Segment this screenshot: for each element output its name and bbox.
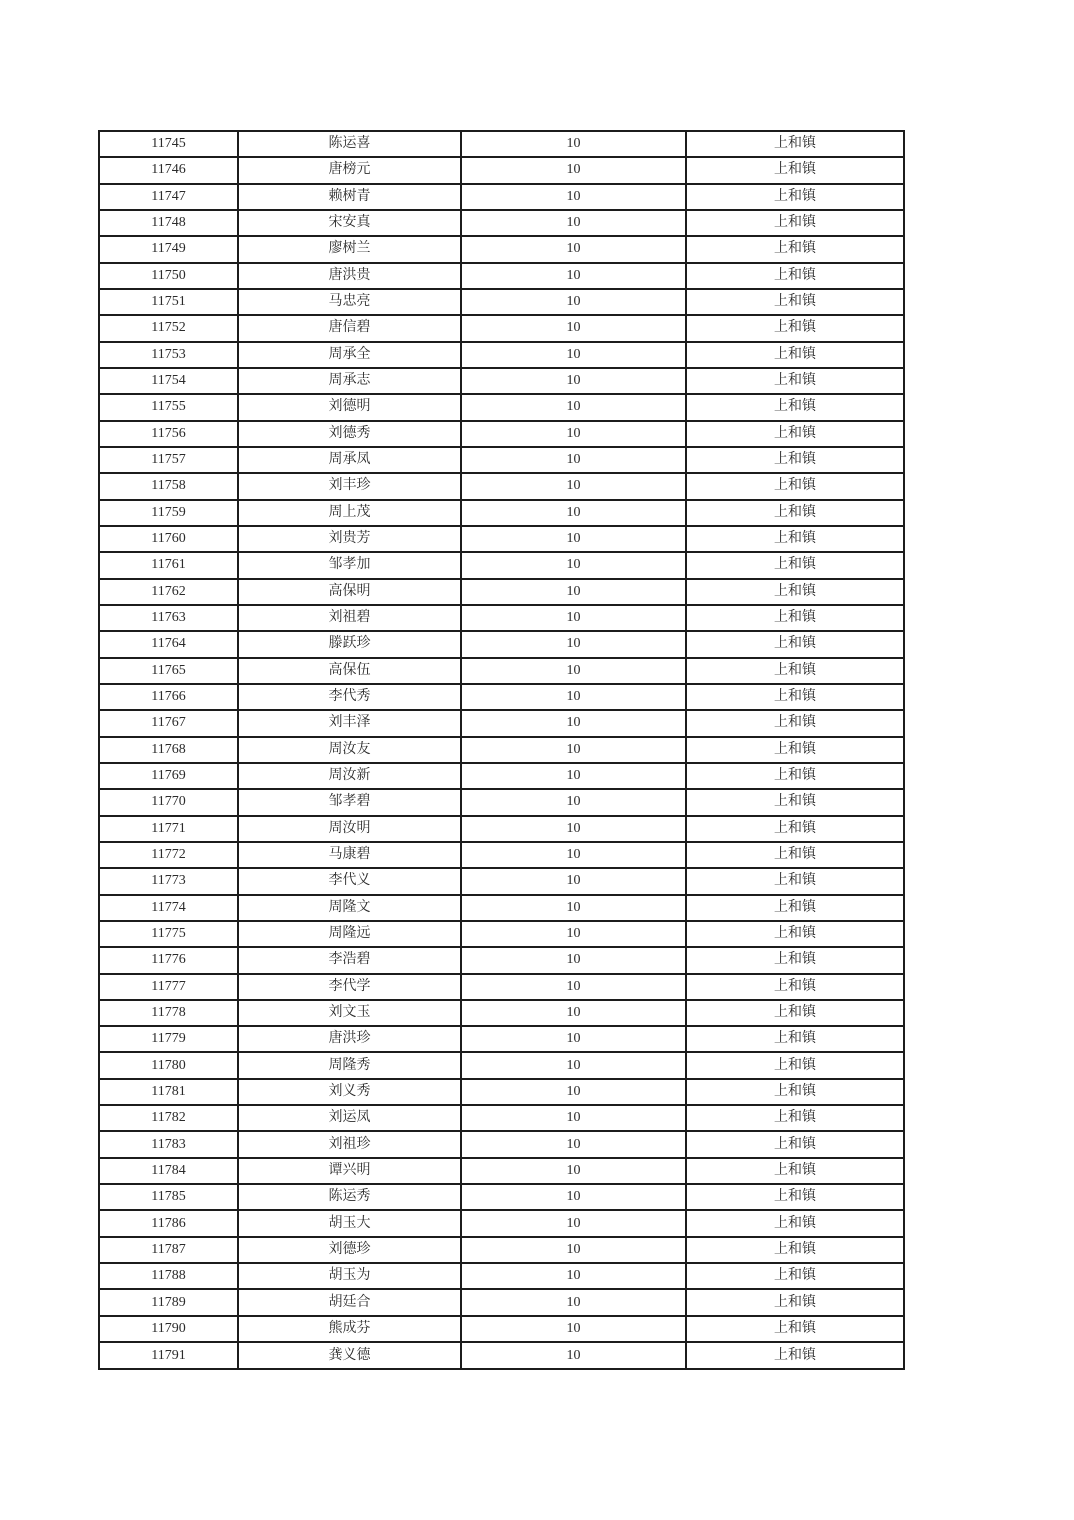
id-cell: 11758 [99, 473, 238, 499]
town-cell: 上和镇 [686, 1316, 904, 1342]
table-row [99, 868, 904, 894]
amount-cell: 10 [461, 315, 686, 341]
amount-cell: 10 [461, 1131, 686, 1157]
name-cell: 刘贵芳 [238, 526, 461, 552]
amount-cell: 10 [461, 789, 686, 815]
amount-cell: 10 [461, 210, 686, 236]
table-row [99, 1184, 904, 1210]
table-row [99, 1263, 904, 1289]
name-cell: 陈运秀 [238, 1184, 461, 1210]
name-cell: 刘丰泽 [238, 710, 461, 736]
amount-cell: 10 [461, 368, 686, 394]
town-cell: 上和镇 [686, 500, 904, 526]
amount-cell: 10 [461, 131, 686, 157]
id-cell: 11760 [99, 526, 238, 552]
amount-cell: 10 [461, 921, 686, 947]
town-cell: 上和镇 [686, 1263, 904, 1289]
amount-cell: 10 [461, 658, 686, 684]
town-cell: 上和镇 [686, 289, 904, 315]
name-cell: 刘运凤 [238, 1105, 461, 1131]
table-row [99, 921, 904, 947]
table-row [99, 763, 904, 789]
town-cell: 上和镇 [686, 816, 904, 842]
id-cell: 11765 [99, 658, 238, 684]
table-row [99, 1289, 904, 1315]
name-cell: 李代秀 [238, 684, 461, 710]
name-cell: 周汝友 [238, 737, 461, 763]
name-cell: 邹孝碧 [238, 789, 461, 815]
name-cell: 宋安真 [238, 210, 461, 236]
amount-cell: 10 [461, 1289, 686, 1315]
table-row [99, 1000, 904, 1026]
id-cell: 11756 [99, 421, 238, 447]
name-cell: 唐榜元 [238, 157, 461, 183]
amount-cell: 10 [461, 1079, 686, 1105]
amount-cell: 10 [461, 895, 686, 921]
town-cell: 上和镇 [686, 1105, 904, 1131]
town-cell: 上和镇 [686, 1158, 904, 1184]
name-cell: 刘德珍 [238, 1237, 461, 1263]
name-cell: 周承志 [238, 368, 461, 394]
amount-cell: 10 [461, 579, 686, 605]
name-cell: 周隆秀 [238, 1052, 461, 1078]
amount-cell: 10 [461, 236, 686, 262]
id-cell: 11754 [99, 368, 238, 394]
table-row [99, 1316, 904, 1342]
name-cell: 周上茂 [238, 500, 461, 526]
name-cell: 周承凤 [238, 447, 461, 473]
town-cell: 上和镇 [686, 895, 904, 921]
id-cell: 11763 [99, 605, 238, 631]
amount-cell: 10 [461, 184, 686, 210]
id-cell: 11775 [99, 921, 238, 947]
amount-cell: 10 [461, 947, 686, 973]
id-cell: 11788 [99, 1263, 238, 1289]
table-row [99, 184, 904, 210]
id-cell: 11777 [99, 974, 238, 1000]
town-cell: 上和镇 [686, 473, 904, 499]
town-cell: 上和镇 [686, 789, 904, 815]
amount-cell: 10 [461, 737, 686, 763]
amount-cell: 10 [461, 842, 686, 868]
id-cell: 11766 [99, 684, 238, 710]
id-cell: 11764 [99, 631, 238, 657]
table-row [99, 1052, 904, 1078]
amount-cell: 10 [461, 605, 686, 631]
name-cell: 周汝明 [238, 816, 461, 842]
town-cell: 上和镇 [686, 1000, 904, 1026]
town-cell: 上和镇 [686, 263, 904, 289]
table-row [99, 131, 904, 157]
amount-cell: 10 [461, 1342, 686, 1369]
id-cell: 11772 [99, 842, 238, 868]
id-cell: 11768 [99, 737, 238, 763]
name-cell: 胡廷合 [238, 1289, 461, 1315]
town-cell: 上和镇 [686, 1237, 904, 1263]
name-cell: 龚义德 [238, 1342, 461, 1369]
town-cell: 上和镇 [686, 579, 904, 605]
amount-cell: 10 [461, 263, 686, 289]
name-cell: 唐洪贵 [238, 263, 461, 289]
table-row [99, 394, 904, 420]
name-cell: 刘祖珍 [238, 1131, 461, 1157]
amount-cell: 10 [461, 710, 686, 736]
town-cell: 上和镇 [686, 1079, 904, 1105]
name-cell: 李浩碧 [238, 947, 461, 973]
amount-cell: 10 [461, 631, 686, 657]
table-row [99, 684, 904, 710]
name-cell: 周隆文 [238, 895, 461, 921]
town-cell: 上和镇 [686, 921, 904, 947]
name-cell: 唐信碧 [238, 315, 461, 341]
amount-cell: 10 [461, 1263, 686, 1289]
amount-cell: 10 [461, 1105, 686, 1131]
table-row [99, 1210, 904, 1236]
table-row [99, 263, 904, 289]
name-cell: 刘德秀 [238, 421, 461, 447]
table-row [99, 500, 904, 526]
table-row [99, 289, 904, 315]
name-cell: 胡玉大 [238, 1210, 461, 1236]
id-cell: 11778 [99, 1000, 238, 1026]
town-cell: 上和镇 [686, 763, 904, 789]
name-cell: 滕跃珍 [238, 631, 461, 657]
id-cell: 11776 [99, 947, 238, 973]
town-cell: 上和镇 [686, 1026, 904, 1052]
table-row [99, 315, 904, 341]
amount-cell: 10 [461, 421, 686, 447]
table-row [99, 816, 904, 842]
town-cell: 上和镇 [686, 315, 904, 341]
amount-cell: 10 [461, 1237, 686, 1263]
id-cell: 11770 [99, 789, 238, 815]
name-cell: 胡玉为 [238, 1263, 461, 1289]
table-row [99, 947, 904, 973]
table-row [99, 605, 904, 631]
table-row [99, 236, 904, 262]
town-cell: 上和镇 [686, 605, 904, 631]
id-cell: 11786 [99, 1210, 238, 1236]
table-row [99, 1342, 904, 1369]
table-row [99, 421, 904, 447]
id-cell: 11785 [99, 1184, 238, 1210]
id-cell: 11746 [99, 157, 238, 183]
id-cell: 11757 [99, 447, 238, 473]
id-cell: 11767 [99, 710, 238, 736]
town-cell: 上和镇 [686, 868, 904, 894]
table-row [99, 552, 904, 578]
table-row [99, 842, 904, 868]
id-cell: 11749 [99, 236, 238, 262]
name-cell: 周隆远 [238, 921, 461, 947]
id-cell: 11791 [99, 1342, 238, 1369]
table-row [99, 1131, 904, 1157]
id-cell: 11759 [99, 500, 238, 526]
id-cell: 11752 [99, 315, 238, 341]
name-cell: 廖树兰 [238, 236, 461, 262]
table-row [99, 157, 904, 183]
table-row [99, 1026, 904, 1052]
town-cell: 上和镇 [686, 737, 904, 763]
name-cell: 刘丰珍 [238, 473, 461, 499]
id-cell: 11755 [99, 394, 238, 420]
table-row [99, 447, 904, 473]
amount-cell: 10 [461, 1000, 686, 1026]
amount-cell: 10 [461, 1316, 686, 1342]
name-cell: 邹孝加 [238, 552, 461, 578]
town-cell: 上和镇 [686, 421, 904, 447]
name-cell: 马忠亮 [238, 289, 461, 315]
id-cell: 11773 [99, 868, 238, 894]
town-cell: 上和镇 [686, 342, 904, 368]
id-cell: 11784 [99, 1158, 238, 1184]
town-cell: 上和镇 [686, 447, 904, 473]
id-cell: 11780 [99, 1052, 238, 1078]
id-cell: 11750 [99, 263, 238, 289]
id-cell: 11753 [99, 342, 238, 368]
id-cell: 11787 [99, 1237, 238, 1263]
id-cell: 11774 [99, 895, 238, 921]
amount-cell: 10 [461, 342, 686, 368]
town-cell: 上和镇 [686, 1131, 904, 1157]
town-cell: 上和镇 [686, 526, 904, 552]
amount-cell: 10 [461, 1026, 686, 1052]
table-row [99, 1237, 904, 1263]
id-cell: 11761 [99, 552, 238, 578]
table-row [99, 631, 904, 657]
town-cell: 上和镇 [686, 842, 904, 868]
amount-cell: 10 [461, 500, 686, 526]
table-row [99, 342, 904, 368]
town-cell: 上和镇 [686, 394, 904, 420]
id-cell: 11789 [99, 1289, 238, 1315]
table-row [99, 1079, 904, 1105]
name-cell: 唐洪珍 [238, 1026, 461, 1052]
name-cell: 刘文玉 [238, 1000, 461, 1026]
name-cell: 高保明 [238, 579, 461, 605]
table-row [99, 1158, 904, 1184]
name-cell: 刘义秀 [238, 1079, 461, 1105]
amount-cell: 10 [461, 157, 686, 183]
amount-cell: 10 [461, 1184, 686, 1210]
table-row [99, 210, 904, 236]
id-cell: 11748 [99, 210, 238, 236]
table-row [99, 895, 904, 921]
amount-cell: 10 [461, 394, 686, 420]
amount-cell: 10 [461, 1210, 686, 1236]
town-cell: 上和镇 [686, 658, 904, 684]
id-cell: 11782 [99, 1105, 238, 1131]
table-row [99, 1105, 904, 1131]
name-cell: 高保伍 [238, 658, 461, 684]
id-cell: 11771 [99, 816, 238, 842]
id-cell: 11779 [99, 1026, 238, 1052]
table-row [99, 526, 904, 552]
amount-cell: 10 [461, 868, 686, 894]
id-cell: 11745 [99, 131, 238, 157]
town-cell: 上和镇 [686, 552, 904, 578]
name-cell: 马康碧 [238, 842, 461, 868]
name-cell: 赖树青 [238, 184, 461, 210]
town-cell: 上和镇 [686, 1184, 904, 1210]
amount-cell: 10 [461, 1158, 686, 1184]
name-cell: 陈运喜 [238, 131, 461, 157]
amount-cell: 10 [461, 473, 686, 499]
town-cell: 上和镇 [686, 1052, 904, 1078]
amount-cell: 10 [461, 816, 686, 842]
name-cell: 刘德明 [238, 394, 461, 420]
town-cell: 上和镇 [686, 947, 904, 973]
table-row [99, 473, 904, 499]
town-cell: 上和镇 [686, 684, 904, 710]
town-cell: 上和镇 [686, 631, 904, 657]
name-cell: 李代义 [238, 868, 461, 894]
amount-cell: 10 [461, 526, 686, 552]
name-cell: 熊成芬 [238, 1316, 461, 1342]
amount-cell: 10 [461, 684, 686, 710]
amount-cell: 10 [461, 974, 686, 1000]
table-row [99, 974, 904, 1000]
name-cell: 刘祖碧 [238, 605, 461, 631]
town-cell: 上和镇 [686, 210, 904, 236]
town-cell: 上和镇 [686, 184, 904, 210]
name-cell: 周汝新 [238, 763, 461, 789]
town-cell: 上和镇 [686, 1342, 904, 1369]
name-cell: 谭兴明 [238, 1158, 461, 1184]
records-table-body [99, 131, 904, 1369]
town-cell: 上和镇 [686, 157, 904, 183]
town-cell: 上和镇 [686, 368, 904, 394]
town-cell: 上和镇 [686, 1289, 904, 1315]
town-cell: 上和镇 [686, 974, 904, 1000]
id-cell: 11790 [99, 1316, 238, 1342]
amount-cell: 10 [461, 552, 686, 578]
id-cell: 11781 [99, 1079, 238, 1105]
table-row [99, 710, 904, 736]
amount-cell: 10 [461, 763, 686, 789]
table-row [99, 737, 904, 763]
table-row [99, 658, 904, 684]
id-cell: 11783 [99, 1131, 238, 1157]
town-cell: 上和镇 [686, 236, 904, 262]
name-cell: 李代学 [238, 974, 461, 1000]
id-cell: 11751 [99, 289, 238, 315]
town-cell: 上和镇 [686, 710, 904, 736]
id-cell: 11762 [99, 579, 238, 605]
amount-cell: 10 [461, 289, 686, 315]
records-table [98, 130, 905, 1370]
id-cell: 11769 [99, 763, 238, 789]
id-cell: 11747 [99, 184, 238, 210]
amount-cell: 10 [461, 447, 686, 473]
table-row [99, 789, 904, 815]
amount-cell: 10 [461, 1052, 686, 1078]
table-row [99, 579, 904, 605]
town-cell: 上和镇 [686, 131, 904, 157]
name-cell: 周承全 [238, 342, 461, 368]
town-cell: 上和镇 [686, 1210, 904, 1236]
table-row [99, 368, 904, 394]
